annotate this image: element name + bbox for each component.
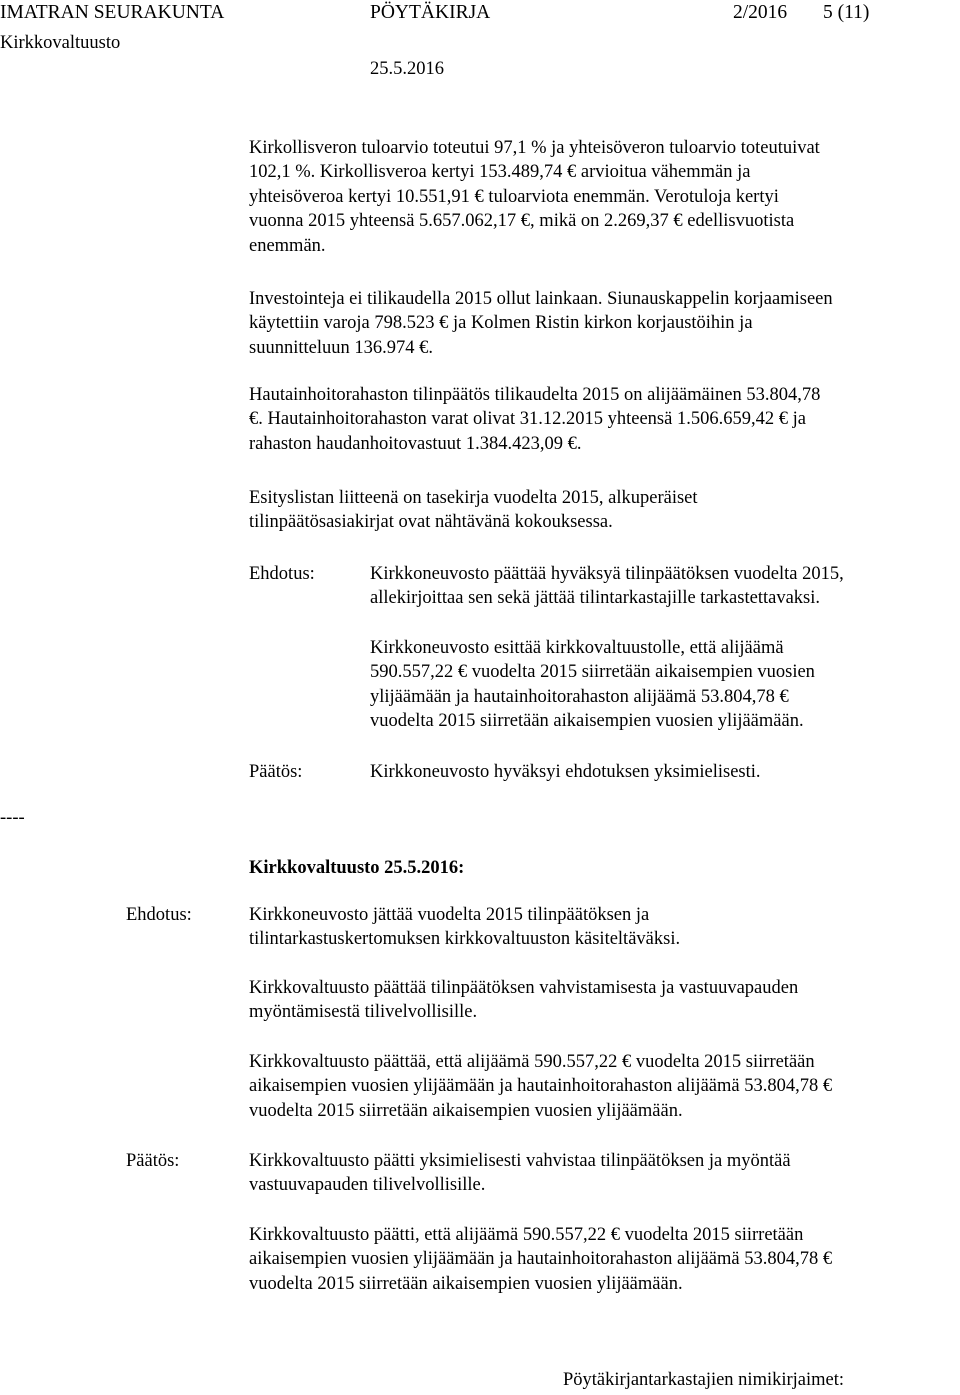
- text-line: Hautainhoitorahaston tilinpäätös tilikaudelta 2015 on alijäämäinen 53.804,78: [249, 385, 821, 405]
- paragraph-investments: [249, 287, 960, 360]
- text-line: Investointeja ei tilikaudella 2015 ollut lainkaan. Siunauskappelin korjaamiseen: [249, 289, 833, 309]
- board-proposal-1: [370, 562, 960, 611]
- text-line: vuodelta 2015 siirretään aikaisempien vuosien ylijäämään.: [249, 1100, 683, 1121]
- text-line: myöntämisestä tilivelvollisille.: [249, 1002, 478, 1023]
- council-proposal-label: Ehdotus:: [126, 905, 192, 925]
- text-line: Kirkkoneuvosto jättää vuodelta 2015 tilinpäätöksen ja: [249, 905, 650, 925]
- text-line: vuodelta 2015 siirretään aikaisempien vuosien ylijäämään.: [249, 1273, 683, 1294]
- header-body: Kirkkovaltuusto: [0, 33, 121, 53]
- board-proposal-2: [370, 636, 960, 734]
- council-decision-label: Päätös:: [126, 1151, 180, 1171]
- text-line: Kirkkovaltuusto päättää, että alijäämä 590.557,22 € vuodelta 2015 siirretään: [249, 1052, 815, 1072]
- council-decision-2: [249, 1223, 960, 1296]
- section-separator: ----: [0, 808, 25, 828]
- header-page: 5 (11): [823, 2, 870, 23]
- text-line: 590.557,22 € vuodelta 2015 siirretään aikaisempien vuosien: [370, 662, 815, 683]
- paragraph-tax-revenue: [249, 136, 960, 258]
- header-number: 2/2016: [733, 2, 788, 23]
- board-proposal-label: Ehdotus:: [249, 564, 315, 584]
- text-line: 102,1 %. Kirkollisveroa kertyi 153.489,74 € arvioitua vähemmän ja: [249, 162, 751, 183]
- text-line: Kirkollisveron tuloarvio toteutui 97,1 % ja yhteisöveron tuloarvio toteutuivat: [249, 138, 820, 158]
- text-line: yhteisöveroa kertyi 10.551,91 € tuloarviota enemmän. Verotuloja kertyi: [249, 186, 779, 207]
- header-doc-type: PÖYTÄKIRJA: [370, 2, 491, 23]
- text-line: vuonna 2015 yhteensä 5.657.062,17 €, mikä on 2.269,37 € edellisvuotista: [249, 211, 795, 232]
- board-decision-label: Päätös:: [249, 762, 303, 782]
- council-decision-1: [249, 1149, 960, 1198]
- council-heading: Kirkkovaltuusto 25.5.2016:: [249, 858, 465, 878]
- text-line: tilinpäätösasiakirjat ovat nähtävänä kokouksessa.: [249, 512, 613, 533]
- text-line: aikaisempien vuosien ylijäämään ja hautainhoitorahaston alijäämä 53.804,78 €: [249, 1249, 833, 1270]
- text-line: Kirkkovaltuusto päätti yksimielisesti vahvistaa tilinpäätöksen ja myöntää: [249, 1151, 791, 1171]
- text-line: Esityslistan liitteenä on tasekirja vuodelta 2015, alkuperäiset: [249, 488, 698, 508]
- text-line: enemmän.: [249, 235, 326, 256]
- text-line: rahaston haudanhoitovastuut 1.384.423,09 €.: [249, 433, 582, 454]
- header-org: IMATRAN SEURAKUNTA: [0, 2, 225, 23]
- text-line: Kirkkoneuvosto päättää hyväksyä tilinpäätöksen vuodelta 2015,: [370, 564, 844, 584]
- board-decision: Kirkkoneuvosto hyväksyi ehdotuksen yksimielisesti.: [370, 762, 761, 782]
- text-line: Kirkkoneuvosto esittää kirkkovaltuustolle, että alijäämä: [370, 638, 784, 658]
- text-line: €. Hautainhoitorahaston varat olivat 31.12.2015 yhteensä 1.506.659,42 € ja: [249, 409, 806, 430]
- text-line: Kirkkovaltuusto päätti, että alijäämä 590.557,22 € vuodelta 2015 siirretään: [249, 1225, 804, 1245]
- council-proposal-2: [249, 976, 960, 1025]
- text-line: Kirkkovaltuusto päättää tilinpäätöksen vahvistamisesta ja vastuuvapauden: [249, 978, 799, 998]
- text-line: aikaisempien vuosien ylijäämään ja hautainhoitorahaston alijäämä 53.804,78 €: [249, 1076, 833, 1097]
- paragraph-attachments: [249, 486, 960, 535]
- footer-checkers-label: Pöytäkirjantarkastajien nimikirjaimet:: [563, 1370, 845, 1390]
- text-line: vuodelta 2015 siirretään aikaisempien vuosien ylijäämään.: [370, 711, 804, 732]
- text-line: vastuuvapauden tilivelvollisille.: [249, 1175, 486, 1196]
- header-date: 25.5.2016: [370, 59, 444, 79]
- text-line: ylijäämään ja hautainhoitorahaston alijäämä 53.804,78 €: [370, 686, 789, 707]
- text-line: tilintarkastuskertomuksen kirkkovaltuuston käsiteltäväksi.: [249, 929, 681, 950]
- text-line: suunnitteluun 136.974 €.: [249, 337, 433, 358]
- text-line: allekirjoittaa sen sekä jättää tilintarkastajille tarkastettavaksi.: [370, 588, 820, 609]
- text-line: käytettiin varoja 798.523 € ja Kolmen Ristin kirkon korjaustöihin ja: [249, 313, 753, 334]
- council-proposal-1: [249, 903, 960, 952]
- paragraph-cemetery-fund: [249, 383, 960, 456]
- council-proposal-3: [249, 1050, 960, 1123]
